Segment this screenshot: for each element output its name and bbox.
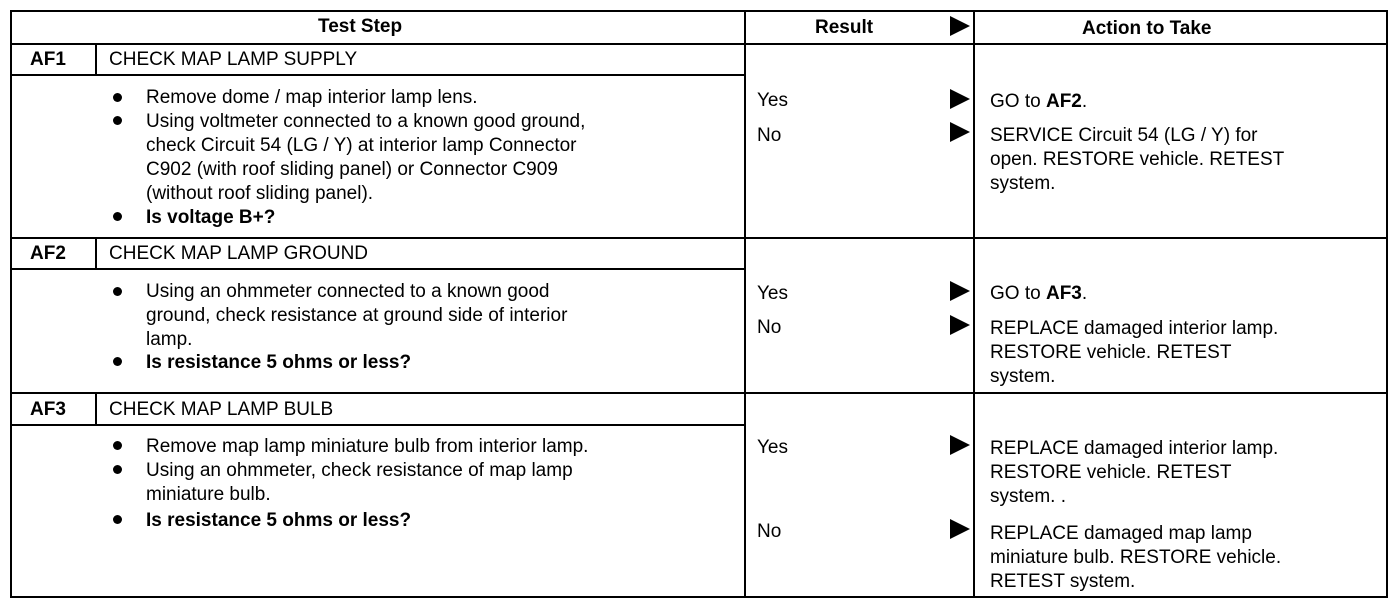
header-result: Result — [815, 17, 874, 38]
bullet-icon — [113, 441, 122, 450]
af1-action-no-line-1: SERVICE Circuit 54 (LG / Y) for — [990, 125, 1258, 146]
af3-action-no-line-3: RETEST system. — [990, 571, 1136, 592]
af2-result-no: No — [757, 317, 782, 338]
arrow-icon — [950, 281, 970, 301]
step-title-af3: CHECK MAP LAMP BULB — [109, 399, 334, 420]
af3-action-no-line-1: REPLACE damaged map lamp — [990, 523, 1252, 544]
af1-code-divider — [95, 44, 97, 76]
action-text: . — [1081, 91, 1088, 112]
action-text: GO to — [990, 283, 1046, 304]
action-text: . — [1081, 283, 1088, 304]
step-code-af3: AF3 — [30, 399, 66, 420]
bullet-icon — [113, 357, 122, 366]
af3-action-no-line-2: miniature bulb. RESTORE vehicle. — [990, 547, 1282, 568]
af1-action-yes — [990, 90, 1087, 114]
arrow-icon — [950, 315, 970, 335]
af3-title-divider — [10, 424, 745, 426]
action-step-ref: AF2 — [1045, 91, 1082, 112]
af3-bullet-3: Is resistance 5 ohms or less? — [146, 510, 412, 531]
af3-bullet-2-line-2: miniature bulb. — [146, 484, 271, 505]
action-text: GO to — [990, 91, 1046, 112]
af1-bullet-2-line-2: check Circuit 54 (LG / Y) at interior lamp Connector — [146, 135, 577, 156]
step-title-af1: CHECK MAP LAMP SUPPLY — [109, 49, 358, 70]
af2-bullet-1-line-1: Using an ohmmeter connected to a known good — [146, 281, 550, 302]
af1-bullet-2-line-3: C902 (with roof sliding panel) or Connector C909 — [146, 159, 558, 180]
af3-result-no: No — [757, 521, 782, 542]
af3-bullet-1: Remove map lamp miniature bulb from interior lamp. — [146, 436, 589, 457]
table-top-border — [10, 10, 1388, 12]
af2-action-no-line-3: system. — [990, 366, 1056, 387]
af1-result-no: No — [757, 125, 782, 146]
column-divider-action — [973, 10, 975, 598]
af2-code-divider — [95, 238, 97, 270]
af1-title-divider — [10, 74, 745, 76]
af3-action-yes-line-3: system. . — [990, 486, 1067, 507]
af2-bullet-1-line-2: ground, check resistance at ground side of interior — [146, 305, 568, 326]
table-bottom-border — [10, 596, 1388, 598]
af2-action-no-line-1: REPLACE damaged interior lamp. — [990, 318, 1279, 339]
header-test-step: Test Step — [318, 16, 403, 37]
af2-action-no-line-2: RESTORE vehicle. RETEST — [990, 342, 1232, 363]
bullet-icon — [113, 287, 122, 296]
af2-title-divider — [10, 268, 745, 270]
af3-bullet-2-line-1: Using an ohmmeter, check resistance of map lamp — [146, 460, 573, 481]
bullet-icon — [113, 515, 122, 524]
af2-action-yes — [990, 282, 1087, 306]
bullet-icon — [113, 465, 122, 474]
bullet-icon — [113, 93, 122, 102]
af3-action-yes-line-1: REPLACE damaged interior lamp. — [990, 438, 1279, 459]
af3-code-divider — [95, 393, 97, 426]
step-code-af1: AF1 — [30, 49, 66, 70]
af2-bullet-2: Is resistance 5 ohms or less? — [146, 352, 412, 373]
af1-bullet-3: Is voltage B+? — [146, 207, 276, 228]
af1-action-no-line-2: open. RESTORE vehicle. RETEST — [990, 149, 1285, 170]
bullet-icon — [113, 212, 122, 221]
action-step-ref: AF3 — [1045, 283, 1082, 304]
table-left-border — [10, 10, 12, 598]
af1-row-bottom — [10, 237, 1388, 239]
arrow-icon — [950, 435, 970, 455]
header-action: Action to Take — [1082, 18, 1212, 39]
bullet-icon — [113, 116, 122, 125]
af1-bullet-2-line-1: Using voltmeter connected to a known good ground, — [146, 111, 586, 132]
header-arrow-icon — [950, 16, 970, 36]
af1-bullet-1: Remove dome / map interior lamp lens. — [146, 87, 478, 108]
step-code-af2: AF2 — [30, 243, 66, 264]
arrow-icon — [950, 89, 970, 109]
af2-bullet-1-line-3: lamp. — [146, 329, 193, 350]
arrow-icon — [950, 519, 970, 539]
af1-result-yes: Yes — [757, 90, 788, 111]
step-title-af2: CHECK MAP LAMP GROUND — [109, 243, 369, 264]
header-divider — [10, 43, 1388, 45]
table-right-border — [1386, 10, 1388, 598]
af3-action-yes-line-2: RESTORE vehicle. RETEST — [990, 462, 1232, 483]
af2-result-yes: Yes — [757, 283, 788, 304]
af1-action-no-line-3: system. — [990, 173, 1056, 194]
af3-result-yes: Yes — [757, 437, 788, 458]
column-divider-result — [744, 10, 746, 598]
af2-row-bottom — [10, 392, 1388, 394]
arrow-icon — [950, 122, 970, 142]
af1-bullet-2-line-4: (without roof sliding panel). — [146, 183, 374, 204]
